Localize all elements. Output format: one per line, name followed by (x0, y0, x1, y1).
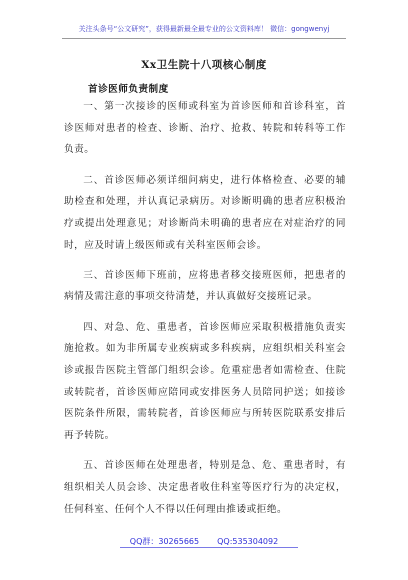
footer-qq-group: QQ群：30265665 (129, 537, 200, 546)
footer-qq: QQ:535304092 (217, 537, 279, 546)
header-note: 关注头条号“公文研究”，获得最新最全最专业的公文资料库！ 微信：gongwenyj (78, 25, 330, 33)
document-title: Xx卫生院十八项核心制度 (141, 59, 267, 71)
paragraph: 四、对急、危、重患者，首诊医师应采取积极措施负责实施抢救。如为非所属专业疾病或多科疾病，应组织相关科室会诊或报告医院主管部门组织会诊。危重症患者如需检查、住院或转院者，首诊医师应陪同或安排医务人员陪同护送；如接诊医院条件所限，需转院者，首诊医师应与所转医院联系安排后再予转院。 (64, 321, 346, 442)
paragraph: 五、首诊医师在处理患者，特别是急、危、重患者时，有组织相关人员会诊、决定患者收住科室等医疗行为的决定权，任何科室、任何个人不得以任何理由推诿或拒绝。 (64, 460, 346, 515)
header-divider (62, 38, 346, 39)
document-body (64, 96, 346, 529)
section-heading: 首诊医师负责制度 (88, 84, 169, 95)
paragraph: 三、首诊医师下班前，应将患者移交接班医师，把患者的病情及需注意的事项交待清楚，并认真做好交接班记录。 (64, 269, 346, 303)
footer-contact (0, 536, 408, 547)
paragraph: 二、首诊医师必须详细问病史，进行体格检查、必要的辅助检查和处理，并认真记录病历。对诊断明确的患者应积极治疗或提出处理意见；对诊断尚未明确的患者应在对症治疗的同时，应及时请上级医师或有关科室医师会诊。 (64, 174, 346, 251)
paragraph: 一、第一次接诊的医师或科室为首诊医师和首诊科室，首诊医师对患者的检查、诊断、治疗、抢救、转院和转科等工作负责。 (64, 101, 346, 156)
footer-underline (120, 547, 298, 548)
